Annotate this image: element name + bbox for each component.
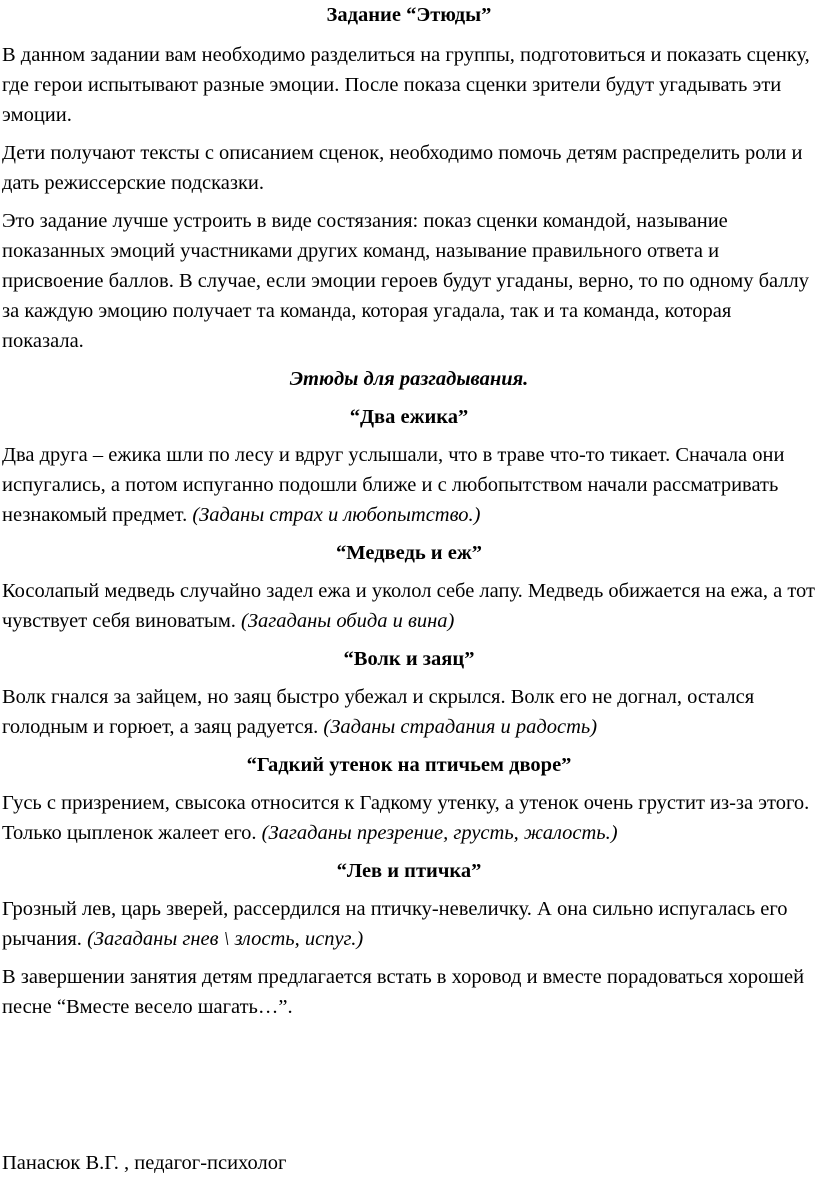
closing-paragraph: В завершении занятия детям предлагается встать в хоровод и вместе порадоваться хорошей песне “Вместе весело шагать…”. [2,966,805,1018]
etude-note-5: (Загаданы гнев \ злость, испуг.) [87,928,364,950]
intro-paragraph-3: Это задание лучше устроить в виде состязания: показ сценки командой, называние показанных эмоций участниками других команд, называние правильного ответа и присвоение баллов. В случае, если эмоции героев будут угаданы, верно, то по одному баллу за каждую эмоцию получает та команда, которая угадала, так и та команда, которая показала. [2,210,810,352]
etude-body-2: Косолапый медведь случайно задел ежа и уколол себе лапу. Медведь обижается на ежа, а тот чувствует себя виноватым. [2,580,815,632]
etude-title-3: “Волк и заяц” [343,648,475,670]
section-title: Этюды для разгадывания. [289,368,529,390]
etude-text-3 [2,682,816,742]
etude-text-2 [2,576,816,636]
etude-text-5 [2,894,816,954]
etude-body-3: Волк гнался за зайцем, но заяц быстро убежал и скрылся. Волк его не догнал, остался голодным и горюет, а заяц радуется. [2,686,755,738]
etude-text-4 [2,788,816,848]
etude-body-1: Два друга – ежика шли по лесу и вдруг услышали, что в траве что-то тикает. Сначала они испугались, а потом испуганно подошли ближе и с любопытством начали рассматривать незнакомый предмет. [2,444,785,526]
etude-note-1: (Заданы страх и любопытство.) [192,504,481,526]
signature: Панасюк В.Г. , педагог-психолог [2,1152,287,1174]
etude-body-5: Грозный лев, царь зверей, рассердился на птичку-невеличку. А она сильно испугалась его рычания. [2,898,788,950]
intro-paragraph-1: В данном задании вам необходимо разделиться на группы, подготовиться и показать сценку, где герои испытывают разные эмоции. После показа сценки зрители будут угадывать эти эмоции. [2,44,810,126]
document-title: Задание “Этюды” [326,4,492,26]
etude-text-1 [2,440,816,530]
etude-title-4: “Гадкий утенок на птичьем дворе” [246,754,572,776]
etude-note-2: (Загаданы обида и вина) [241,610,455,632]
etude-note-4: (Загаданы презрение, грусть, жалость.) [261,822,618,844]
etude-title-5: “Лев и птичка” [336,860,482,882]
etude-note-3: (Заданы страдания и радость) [323,716,598,738]
etude-body-4: Гусь с призрением, свысока относится к Гадкому утенку, а утенок очень грустит из-за этого. Только цыпленок жалеет его. [2,792,810,844]
intro-paragraph-2: Дети получают тексты с описанием сценок, необходимо помочь детям распределить роли и дать режиссерские подсказки. [2,142,803,194]
etude-title-1: “Два ежика” [349,406,469,428]
etude-title-2: “Медведь и еж” [336,542,482,564]
